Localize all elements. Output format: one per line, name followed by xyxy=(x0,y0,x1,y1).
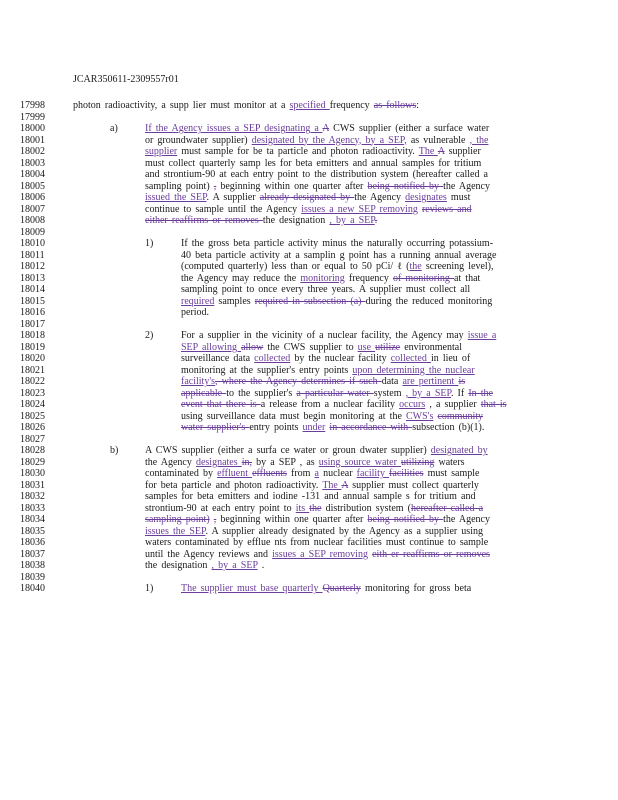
body-text: must sample for be ta particle and photon radioactivity. xyxy=(177,146,419,158)
line-number: 18035 xyxy=(20,525,45,537)
document-line xyxy=(145,445,488,456)
document-line xyxy=(145,560,264,571)
inserted-text: use xyxy=(357,341,376,353)
body-text: nuclear xyxy=(319,468,357,480)
inserted-text: monitoring xyxy=(300,272,345,284)
line-number: 18025 xyxy=(20,410,45,422)
line-number: 18038 xyxy=(20,560,45,572)
document-line xyxy=(145,123,489,134)
inserted-text: designates xyxy=(195,456,242,468)
body-text: monitoring at the supplier's entry points xyxy=(181,364,353,376)
body-text: supplier xyxy=(444,146,481,158)
inserted-text: designated by xyxy=(430,445,488,457)
deleted-text: , xyxy=(213,180,217,192)
deleted-text: as follows xyxy=(373,100,417,111)
line-number: 18026 xyxy=(20,422,45,434)
body-text: the Agency xyxy=(145,456,196,468)
inserted-text: under xyxy=(302,422,326,434)
deleted-text: In the xyxy=(468,387,493,399)
document-line xyxy=(145,468,479,479)
body-text: a release from a nuclear facility xyxy=(260,399,400,411)
deleted-text: that is xyxy=(480,399,507,411)
inserted-text: using source water xyxy=(318,456,402,468)
line-number: 18027 xyxy=(20,433,45,445)
line-number: 18031 xyxy=(20,479,45,491)
line-number: 18006 xyxy=(20,192,45,204)
deleted-text: . xyxy=(374,215,378,227)
line-number: 18032 xyxy=(20,491,45,503)
body-text: data xyxy=(381,376,403,388)
body-text: A CWS supplier (either a surfa ce water or groun dwater supplier) xyxy=(145,445,431,457)
body-text: (computed quarterly) less than or equal to 50 pCi/ ℓ ( xyxy=(181,261,410,273)
inserted-text: , by a SEP xyxy=(329,215,375,227)
body-text: using surveillance data must begin monitoring at the xyxy=(181,410,406,422)
document-line xyxy=(145,146,481,157)
body-text: the Agency xyxy=(443,514,490,526)
inserted-text: issue a xyxy=(467,330,497,342)
document-line xyxy=(145,169,488,180)
document-line xyxy=(145,491,475,502)
body-text: environmental xyxy=(400,341,462,353)
document-line xyxy=(181,342,462,353)
body-text: and strontium-90 at each entry point to the distribution system (hereafter called a xyxy=(145,169,488,181)
body-text: must xyxy=(446,192,471,204)
inserted-text: upon determining the nuclear xyxy=(352,364,475,376)
line-number: 18037 xyxy=(20,548,45,560)
inserted-text: , by a SEP xyxy=(405,387,451,399)
inserted-text: If the Agency issues a SEP designating a xyxy=(145,123,323,135)
body-text: frequency xyxy=(329,100,374,111)
body-text: samples for beta emitters and iodine -131 and annual sample s for tritium and xyxy=(145,491,476,503)
document-line xyxy=(145,204,472,215)
line-number: 18028 xyxy=(20,445,45,457)
deleted-text: of monitoring xyxy=(392,272,454,284)
document-line xyxy=(145,503,483,514)
deleted-text: in, xyxy=(241,456,253,468)
body-text: , a supplier xyxy=(425,399,481,411)
body-text: or groundwater supplier) xyxy=(145,134,252,146)
document-line xyxy=(181,411,483,422)
deleted-text: A xyxy=(437,146,445,158)
body-text: the CWS supplier to xyxy=(263,341,358,353)
deleted-text: is xyxy=(458,376,466,388)
deleted-text: hereafter called a xyxy=(411,502,484,514)
body-text: monitoring for gross beta xyxy=(360,583,472,595)
document-line xyxy=(181,399,507,410)
body-text: by the nuclear facility xyxy=(290,353,391,365)
body-text: If the gross beta particle activity minus the naturally occurring potassium- xyxy=(181,238,494,250)
line-number: 18023 xyxy=(20,387,45,399)
deleted-text: reviews and xyxy=(421,203,472,215)
inserted-text: SEP allowing xyxy=(181,341,242,353)
document-line xyxy=(145,537,488,548)
body-text: in lieu of xyxy=(430,353,471,365)
document-line xyxy=(145,181,490,192)
body-text: continue to sample until the Agency xyxy=(145,203,302,215)
body-text: system xyxy=(373,387,406,399)
document-line xyxy=(145,514,490,525)
body-text: the designation xyxy=(262,215,330,227)
line-number: 18034 xyxy=(20,514,45,526)
inserted-text: issues a new SEP removing xyxy=(301,203,418,215)
inserted-text: The xyxy=(418,146,438,158)
line-number: 18013 xyxy=(20,272,45,284)
line-number: 18014 xyxy=(20,284,45,296)
inserted-text: , the xyxy=(469,134,489,146)
body-text: from xyxy=(286,468,315,480)
document-line xyxy=(181,273,480,284)
inserted-text: collected xyxy=(254,353,291,365)
body-text: the Agency xyxy=(354,192,406,204)
deleted-text: in accordance with xyxy=(329,422,413,434)
inserted-text: facility xyxy=(356,468,390,480)
deleted-text: the xyxy=(309,502,322,514)
inserted-text: issues a SEP removing xyxy=(272,548,368,560)
document-id-header: JCAR350611-2309557r01 xyxy=(73,74,179,85)
subsection-label: b) xyxy=(110,445,119,457)
body-text: as vulnerable xyxy=(406,134,470,146)
inserted-text: designates xyxy=(405,192,447,204)
body-text: contaminated by xyxy=(145,468,218,480)
body-text: strontium-90 at each entry point to xyxy=(145,502,296,514)
document-line xyxy=(145,480,479,491)
document-line xyxy=(181,284,470,295)
line-number: 18022 xyxy=(20,376,45,388)
document-line xyxy=(181,250,496,261)
body-text: photon radioactivity, a supp lier must monitor at a xyxy=(73,100,290,111)
line-number: 18033 xyxy=(20,502,45,514)
inserted-text: are pertinent xyxy=(402,376,459,388)
document-line xyxy=(181,376,465,387)
deleted-text: Quarterly xyxy=(322,583,361,595)
line-number: 18016 xyxy=(20,307,45,319)
document-line xyxy=(181,388,493,399)
body-text: supplier must collect quarterly xyxy=(348,479,479,491)
line-number: 17998 xyxy=(20,100,45,111)
line-number: 18005 xyxy=(20,180,45,192)
line-number: 18020 xyxy=(20,353,45,365)
body-text: waters contaminated by efflue nts from nuclear facilities must continue to sample xyxy=(145,537,489,549)
body-text: surveillance data xyxy=(181,353,255,365)
line-number: 18024 xyxy=(20,399,45,411)
body-text: . If xyxy=(450,387,469,399)
line-number: 18004 xyxy=(20,169,45,181)
deleted-text: required in subsection (a) xyxy=(254,295,366,307)
body-text: samples xyxy=(214,295,255,307)
deleted-text: facilities xyxy=(389,468,424,480)
inserted-text: effluent xyxy=(217,468,253,480)
body-text: must collect quarterly samp les for beta emitters and annual samples for tritium xyxy=(145,157,482,169)
inserted-text: The supplier must base quarterly xyxy=(181,583,323,595)
deleted-text: being notified by xyxy=(367,180,444,192)
body-text: to the supplier's xyxy=(226,387,297,399)
document-line xyxy=(145,549,490,560)
document-line xyxy=(145,526,483,537)
deleted-text: water supplier's xyxy=(181,422,250,434)
line-number: 18019 xyxy=(20,341,45,353)
body-text: sampling point) xyxy=(145,180,214,192)
body-text: . xyxy=(257,560,265,572)
line-number: 18030 xyxy=(20,468,45,480)
body-text: the designation xyxy=(145,560,212,572)
inserted-text: collected xyxy=(390,353,431,365)
document-line xyxy=(181,296,492,307)
deleted-text: event that there is xyxy=(181,399,261,411)
body-text: the Agency may reduce the xyxy=(181,272,301,284)
line-number: 18017 xyxy=(20,318,45,330)
deleted-text: A xyxy=(322,123,330,135)
line-number: 18021 xyxy=(20,364,45,376)
subsection-label: 1) xyxy=(145,238,154,250)
body-text: until the Agency reviews and xyxy=(145,548,273,560)
body-text: 40 beta particle activity at a samplin g point has a running annual average xyxy=(181,249,497,261)
document-line xyxy=(145,457,465,468)
inserted-text: facility's xyxy=(181,376,216,388)
line-number: 18039 xyxy=(20,571,45,583)
deleted-text: A xyxy=(341,479,349,491)
inserted-text: supplier xyxy=(145,146,178,158)
subsection-label: 2) xyxy=(145,330,154,342)
body-text: at that xyxy=(453,272,481,284)
deleted-text: applicable xyxy=(181,387,227,399)
inserted-text: specified xyxy=(289,100,330,111)
line-number: 18040 xyxy=(20,583,45,595)
body-text: frequency xyxy=(344,272,393,284)
line-number: 18036 xyxy=(20,537,45,549)
body-text: by a SEP , as xyxy=(252,456,319,468)
inserted-text: its xyxy=(295,502,310,514)
inserted-text: CWS's xyxy=(405,410,434,422)
document-line xyxy=(181,330,496,341)
deleted-text: utilize xyxy=(375,341,401,353)
line-number: 18029 xyxy=(20,456,45,468)
document-line xyxy=(181,238,493,249)
document-line xyxy=(181,353,470,364)
inserted-text: the xyxy=(409,261,422,273)
body-text: period. xyxy=(181,307,210,319)
document-line xyxy=(73,100,419,111)
body-text: . A supplier xyxy=(206,192,260,204)
document-line xyxy=(145,192,470,203)
body-text: waters xyxy=(434,456,465,468)
line-number: 18010 xyxy=(20,238,45,250)
line-number: 18008 xyxy=(20,215,45,227)
body-text: screening level), xyxy=(421,261,494,273)
subsection-label: a) xyxy=(110,123,118,135)
deleted-text: already designated by xyxy=(259,192,355,204)
deleted-text: eith er reaffirms or removes xyxy=(372,548,490,560)
line-number: 18012 xyxy=(20,261,45,273)
line-number: 17999 xyxy=(20,111,45,123)
inserted-text: The xyxy=(322,479,342,491)
document-line xyxy=(181,365,475,376)
inserted-text: required xyxy=(181,295,215,307)
body-text: beginning within one quarter after xyxy=(216,180,368,192)
document-line xyxy=(181,583,471,594)
body-text: : xyxy=(416,100,419,111)
deleted-text: effluents xyxy=(252,468,287,480)
line-number: 18002 xyxy=(20,146,45,158)
body-text: distribution system ( xyxy=(321,502,411,514)
deleted-text: a particular water xyxy=(296,387,374,399)
document-line xyxy=(145,158,481,169)
body-text: entry points xyxy=(249,422,303,434)
body-text: . A supplier already designated by the Agency as a supplier using xyxy=(205,525,483,537)
inserted-text: designated by the Agency, by a SEP, xyxy=(251,134,407,146)
deleted-text: , where the Agency determines if such xyxy=(215,376,382,388)
deleted-text: allow xyxy=(241,341,264,353)
body-text: for beta particle and photon radioactivity. xyxy=(145,479,323,491)
body-text: subsection (b)(1). xyxy=(412,422,485,434)
deleted-text: being notified by xyxy=(367,514,444,526)
subsection-label: 1) xyxy=(145,583,154,595)
line-number: 18018 xyxy=(20,330,45,342)
deleted-text: utilizing xyxy=(401,456,435,468)
line-number: 18011 xyxy=(20,249,45,261)
inserted-text: issued the SEP xyxy=(145,192,207,204)
deleted-text: , xyxy=(213,514,217,526)
line-number: 18015 xyxy=(20,295,45,307)
body-text: the Agency xyxy=(443,180,490,192)
inserted-text: occurs xyxy=(399,399,426,411)
line-number: 18007 xyxy=(20,203,45,215)
line-number: 18009 xyxy=(20,226,45,238)
document-line xyxy=(181,261,494,272)
line-number: 18000 xyxy=(20,123,45,135)
body-text: must sample xyxy=(423,468,480,480)
body-text: beginning within one quarter after xyxy=(216,514,368,526)
body-text: during the reduced monitoring xyxy=(365,295,493,307)
body-text: CWS supplier (either a surface water xyxy=(329,123,490,135)
inserted-text: , by a SEP xyxy=(211,560,258,572)
document-line xyxy=(145,215,377,226)
body-text: sampling point to once every three years. A supplier must collect all xyxy=(181,284,471,296)
inserted-text: a xyxy=(314,468,319,480)
line-number: 18003 xyxy=(20,157,45,169)
deleted-text: community xyxy=(437,410,484,422)
document-line xyxy=(181,422,484,433)
deleted-text: either reaffirms or removes xyxy=(145,215,263,227)
line-number: 18001 xyxy=(20,134,45,146)
document-line xyxy=(181,307,209,318)
body-text: For a supplier in the vicinity of a nuclear facility, the Agency may xyxy=(181,330,468,342)
deleted-text: sampling point) xyxy=(145,514,210,526)
document-line xyxy=(145,135,488,146)
inserted-text: issues the SEP xyxy=(145,525,206,537)
